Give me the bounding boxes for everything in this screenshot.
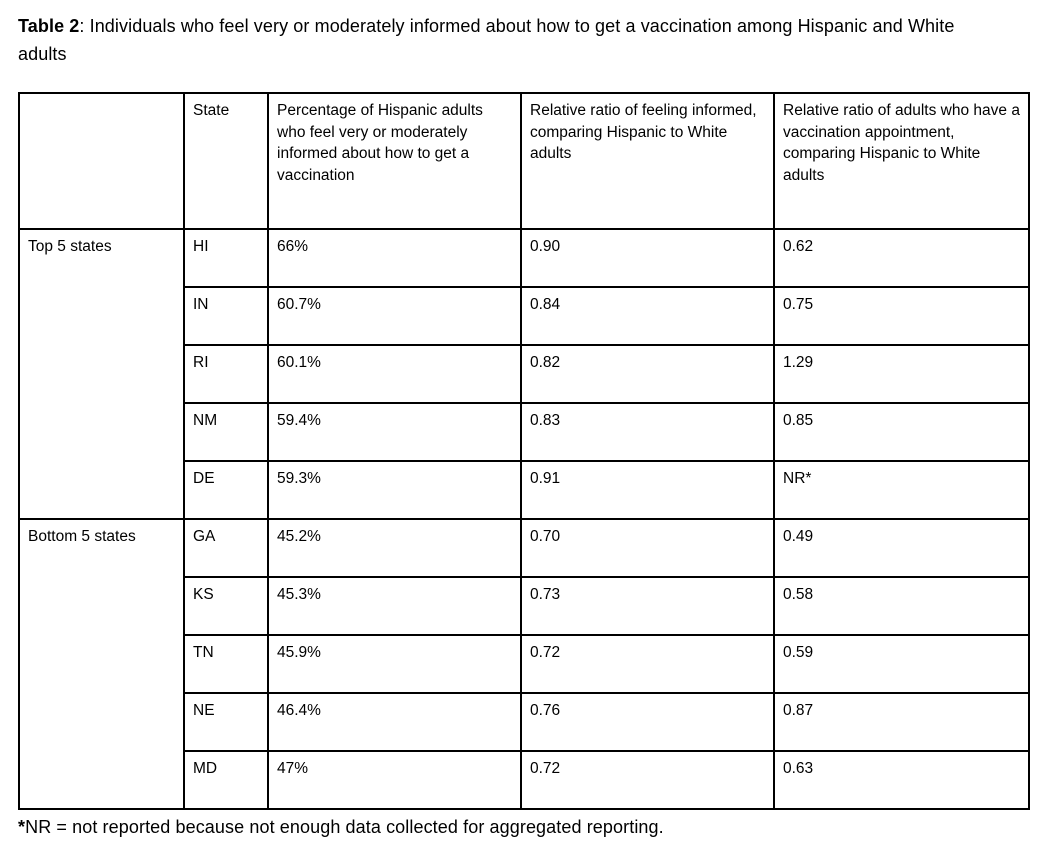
cell-ratio-appointment: NR* <box>774 461 1029 519</box>
footnote <box>18 814 1046 840</box>
cell-ratio-appointment: 0.58 <box>774 577 1029 635</box>
cell-pct: 47% <box>268 751 521 809</box>
cell-state: DE <box>184 461 268 519</box>
cell-pct: 45.2% <box>268 519 521 577</box>
cell-pct: 45.9% <box>268 635 521 693</box>
header-empty <box>19 93 184 229</box>
cell-pct: 46.4% <box>268 693 521 751</box>
cell-state: KS <box>184 577 268 635</box>
header-state: State <box>184 93 268 229</box>
cell-pct: 59.4% <box>268 403 521 461</box>
cell-ratio-appointment: 0.87 <box>774 693 1029 751</box>
group-label-top-5: Top 5 states <box>19 229 184 519</box>
cell-ratio-informed: 0.83 <box>521 403 774 461</box>
page-title <box>18 12 978 68</box>
header-ratio-informed: Relative ratio of feeling informed, comparing Hispanic to White adults <box>521 93 774 229</box>
cell-ratio-informed: 0.72 <box>521 751 774 809</box>
cell-ratio-informed: 0.70 <box>521 519 774 577</box>
cell-ratio-appointment: 0.63 <box>774 751 1029 809</box>
cell-ratio-appointment: 0.59 <box>774 635 1029 693</box>
cell-pct: 45.3% <box>268 577 521 635</box>
cell-state: HI <box>184 229 268 287</box>
cell-state: TN <box>184 635 268 693</box>
cell-ratio-informed: 0.90 <box>521 229 774 287</box>
cell-state: NE <box>184 693 268 751</box>
cell-ratio-informed: 0.82 <box>521 345 774 403</box>
cell-state: MD <box>184 751 268 809</box>
cell-ratio-informed: 0.91 <box>521 461 774 519</box>
header-percentage: Percentage of Hispanic adults who feel very or moderately informed about how to get a vaccination <box>268 93 521 229</box>
cell-ratio-appointment: 0.49 <box>774 519 1029 577</box>
cell-pct: 60.1% <box>268 345 521 403</box>
cell-ratio-appointment: 0.62 <box>774 229 1029 287</box>
row-hi <box>19 229 1029 287</box>
cell-state: RI <box>184 345 268 403</box>
table-title-text: : Individuals who feel very or moderately informed about how to get a vaccination among Hispanic and White adults <box>18 16 955 64</box>
cell-pct: 66% <box>268 229 521 287</box>
header-row <box>19 93 1029 229</box>
cell-ratio-appointment: 0.75 <box>774 287 1029 345</box>
header-ratio-appointment: Relative ratio of adults who have a vaccination appointment, comparing Hispanic to White adults <box>774 93 1029 229</box>
cell-state: IN <box>184 287 268 345</box>
cell-ratio-informed: 0.72 <box>521 635 774 693</box>
cell-ratio-informed: 0.76 <box>521 693 774 751</box>
row-ga <box>19 519 1029 577</box>
cell-ratio-appointment: 0.85 <box>774 403 1029 461</box>
cell-state: NM <box>184 403 268 461</box>
footnote-text: NR = not reported because not enough data collected for aggregated reporting. <box>25 817 664 837</box>
cell-pct: 59.3% <box>268 461 521 519</box>
table-number-label: Table 2 <box>18 16 80 36</box>
group-label-bottom-5: Bottom 5 states <box>19 519 184 809</box>
data-table <box>18 92 1030 810</box>
cell-ratio-informed: 0.84 <box>521 287 774 345</box>
cell-state: GA <box>184 519 268 577</box>
cell-ratio-informed: 0.73 <box>521 577 774 635</box>
footnote-asterisk: * <box>18 817 26 837</box>
cell-ratio-appointment: 1.29 <box>774 345 1029 403</box>
cell-pct: 60.7% <box>268 287 521 345</box>
